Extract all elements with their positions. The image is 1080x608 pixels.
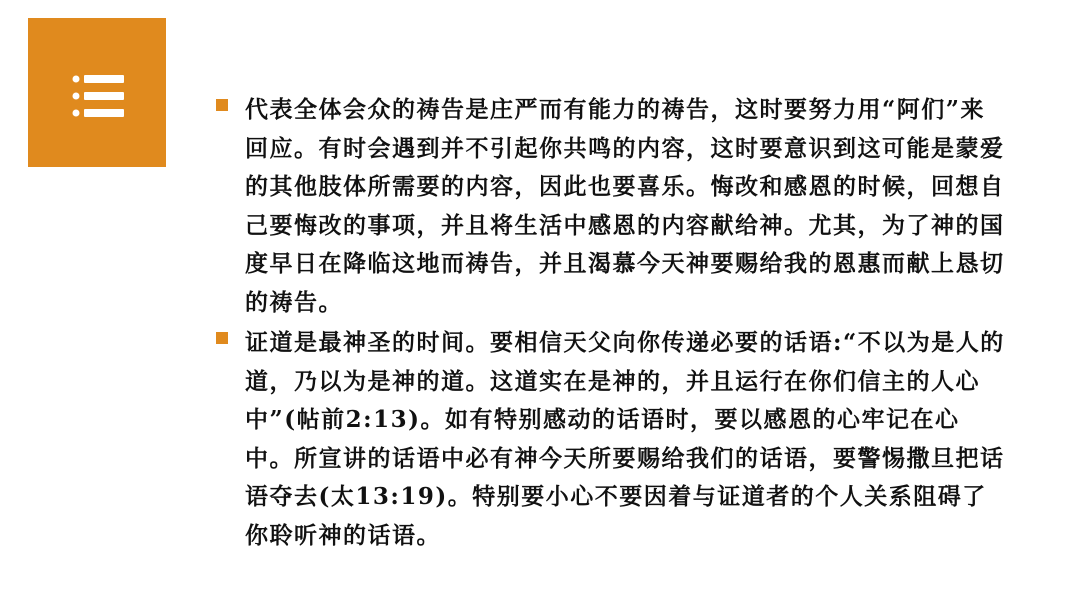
bullet-list [213, 91, 1013, 557]
list-item [213, 324, 1013, 555]
section-icon-box [28, 18, 166, 167]
bullet-text: 证道是最神圣的时间。要相信天父向你传递必要的话语:“不以为是人的道，乃以为是神的道。这道实在是神的，并且运行在你们信主的人心中”(帖前2:13)。如有特别感动的话语时，要以感恩的心牢记在心中。所宣讲的话语中必有神今天所要赐给我们的话语，要警惕撒旦把话语夺去(太13:19)。特别要小心不要因着与证道者的个人关系阻碍了你聆听神的话语。 [245, 329, 1005, 549]
bullet-text: 代表全体会众的祷告是庄严而有能力的祷告，这时要努力用“阿们”来回应。有时会遇到并不引起你共鸣的内容，这时要意识到这可能是蒙爱的其他肢体所需要的内容，因此也要喜乐。悔改和感恩的时候，回想自己要悔改的事项，并且将生活中感恩的内容献给神。尤其，为了神的国度早日在降临这地而祷告，并且渴慕今天神要赐给我的恩惠而献上恳切的祷告。 [245, 96, 1005, 316]
bullet-square-icon [216, 332, 228, 344]
list-item [213, 91, 1013, 322]
bullet-square-icon [216, 99, 228, 111]
list-icon [28, 18, 166, 167]
